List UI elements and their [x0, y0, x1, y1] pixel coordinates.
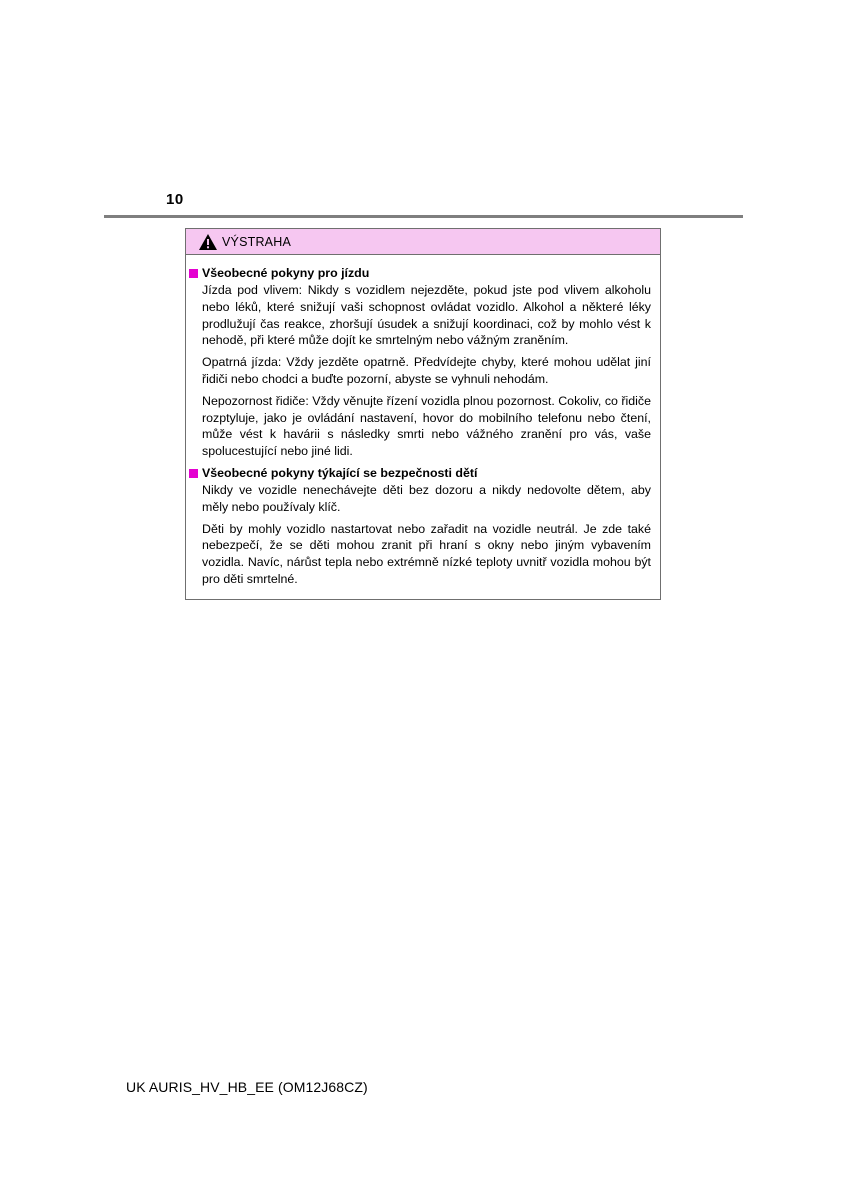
- paragraph: Jízda pod vlivem: Nikdy s vozidlem nejezděte, pokud jste pod vlivem alkoholu nebo léků, které snižují vaši schopnost ovládat vozidlo. Alkohol a některé léky prodlužují čas reakce, zhoršují úsudek a snižují koordinaci, což by mohlo vést k nehodě, při které může dojít ke smrtelným nebo vážným zraněním.: [202, 283, 651, 348]
- paragraph: Děti by mohly vozidlo nastartovat nebo zařadit na vozidle neutrál. Je zde také nebezpečí, že se děti mohou zranit při hraní s okny nebo jiným vybavením vozidla. Navíc, nárůst tepla nebo extrémně nízké teploty uvnitř vozidla mohou být pro děti smrtelné.: [202, 521, 651, 586]
- section-title-text: Všeobecné pokyny pro jízdu: [202, 266, 370, 280]
- footer-model-code: UK AURIS_HV_HB_EE (OM12J68CZ): [126, 1079, 368, 1095]
- warning-box: [185, 228, 661, 600]
- warning-title: VÝSTRAHA: [222, 234, 291, 249]
- section-driving: [189, 265, 651, 460]
- warning-body: [186, 255, 660, 588]
- warning-triangle-icon: [198, 233, 218, 251]
- section-title: [189, 265, 651, 282]
- section-child-safety: [189, 465, 651, 588]
- section-title: [189, 465, 651, 482]
- warning-header: [186, 229, 660, 255]
- bullet-square-icon: [189, 469, 198, 478]
- section-title-text: Všeobecné pokyny týkající se bezpečnosti dětí: [202, 465, 478, 480]
- paragraph: Nepozornost řidiče: Vždy věnujte řízení vozidla plnou pozornost. Cokoliv, co řidiče rozptyluje, jako je ovládání nastavení, hovor do mobilního telefonu nebo čtení, může vést k havárii s následky smrti nebo vážného zranění pro vás, vaše spolucestující nebo jiné lidi.: [202, 393, 651, 459]
- header-divider: [104, 215, 743, 218]
- bullet-square-icon: [189, 269, 198, 278]
- paragraph: Nikdy ve vozidle nenechávejte děti bez dozoru a nikdy nedovolte dětem, aby měly nebo používaly klíč.: [202, 482, 651, 514]
- page-number: 10: [166, 191, 184, 208]
- paragraph: Opatrná jízda: Vždy jezděte opatrně. Předvídejte chyby, které mohou udělat jiní řidiči nebo chodci a buďte pozorní, abyste se vyhnuli nehodám.: [202, 355, 651, 386]
